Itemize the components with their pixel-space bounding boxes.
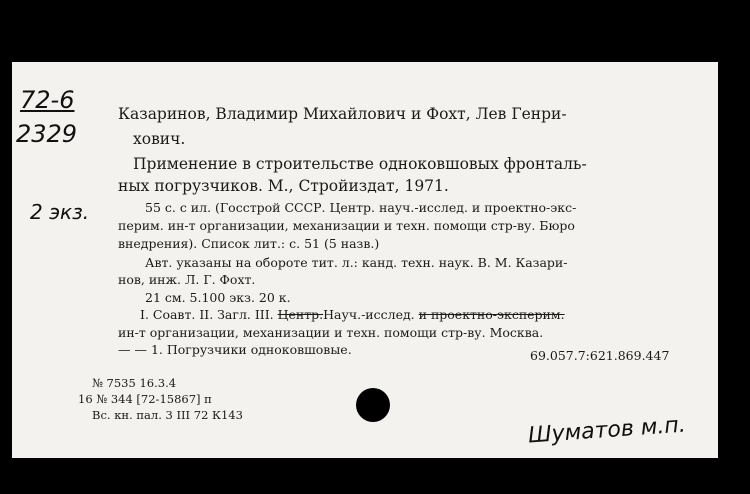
title-line-2: ных погрузчиков. М., Стройиздат, 1971.	[118, 177, 449, 195]
registry-line-3: Вс. кн. пал. 3 III 72 К143	[92, 408, 243, 422]
heading-line-1: Казаринов, Владимир Михайлович и Фохт, Лев Генри-	[118, 105, 567, 123]
subjects-struck-2: и проектно-эксперим.	[418, 307, 565, 322]
subjects-line-2: ин-т организации, механизации и техн. помощи стр-ву. Москва.	[118, 325, 544, 340]
description-line-1: 55 с. с ил. (Госстрой СССР. Центр. науч.-исслед. и проектно-экс-	[145, 200, 577, 215]
edition-line: 21 см. 5.100 экз. 20 к.	[145, 290, 291, 305]
punch-hole	[356, 388, 390, 422]
heading-line-2: хович.	[133, 130, 186, 148]
subjects-line-1	[140, 307, 565, 322]
subjects-line-3: — — 1. Погрузчики одноковшовые.	[118, 342, 352, 357]
title-line-1: Применение в строительстве одноковшовых фронталь-	[133, 155, 587, 173]
authors-note-line-1: Авт. указаны на обороте тит. л.: канд. техн. наук. В. М. Казари-	[145, 255, 568, 270]
subjects-struck-1: Центр.	[277, 307, 324, 322]
authors-note-line-2: нов, инж. Л. Г. Фохт.	[118, 272, 256, 287]
udc-code: 69.057.7:621.869.447	[530, 348, 670, 363]
signature: Шуматов м.п.	[527, 412, 687, 449]
description-line-2: перим. ин-т организации, механизации и техн. помощи стр-ву. Бюро	[118, 218, 575, 233]
subjects-part-a: I. Соавт. II. Загл. III.	[140, 307, 274, 322]
registry-line-1: № 7535 16.3.4	[92, 376, 177, 390]
call-number-top: 72-6	[20, 86, 75, 114]
description-line-3: внедрения). Список лит.: с. 51 (5 назв.)	[118, 236, 380, 251]
subjects-part-b: Науч.-исслед.	[323, 307, 415, 322]
call-number-bottom: 2329	[16, 120, 78, 148]
margin-note: 2 экз.	[30, 200, 90, 224]
registry-line-2: 16 № 344 [72-15867] п	[78, 392, 212, 406]
